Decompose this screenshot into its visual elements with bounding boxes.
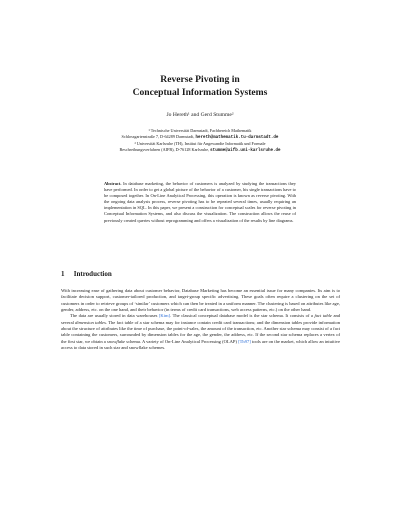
paper-title <box>0 74 400 99</box>
affiliation-1-address: Schlossgartenstraße 7, D-64289 Darmstadt, <box>121 134 196 139</box>
author-list: Jo Hereth¹ and Gerd Stumme² <box>166 112 234 118</box>
citation-kim[interactable]: [Kim] <box>158 313 171 319</box>
para2-text-a: The data are usually stored in data warehouses <box>70 313 159 319</box>
affiliation-1-email[interactable]: hereth@mathematik.tu-darmstadt.de <box>195 136 279 140</box>
para2-text-f: . The fact table of a star schema may for instance contain credit card transactions; and the dimension tables provide information about the structure of attributes like the time of purchase, the point-of-sales, the amount of the transaction, etc. Another star schema may consist of a fact table containing the customers, surrounded by dimension tables for the age, the gender, the address, etc. If the second star schema replaces a vertex of the first star, we obtain a <box>61 319 341 344</box>
term-dimension-tables: dimension tables <box>75 319 106 325</box>
term-fact-table: fact table <box>314 313 332 319</box>
section-number: 1 <box>61 270 65 278</box>
title-line-2: Conceptual Information Systems <box>132 86 268 98</box>
affiliation-2-line-1: ² Universität Karlsruhe (TH), Institut für Angewandte Informatik und Formale <box>134 141 266 146</box>
para2-text-h: schema. A variety of On-Line Analytical Processing (OLAP) <box>125 338 239 344</box>
affiliation-2-email[interactable]: stumme@aifb.uni-karlsruhe.de <box>210 149 281 153</box>
paragraph-2 <box>61 313 340 351</box>
section-heading <box>61 270 341 279</box>
para2-text-b: . The classical conceptual database model is the star schema. It consists of a <box>170 313 315 319</box>
section-body <box>61 288 340 351</box>
abstract <box>104 181 296 224</box>
affiliation-1-line-2 <box>50 134 350 141</box>
affiliations <box>50 128 350 154</box>
affiliation-2-line-2 <box>50 147 350 154</box>
para2-text-d: and several <box>61 313 341 325</box>
paragraph-1: With increasing ease of gathering data about customer behavior, Database Marketing has become an essential issue for many companies. Its aim is to facilitate decision support, customer-tailored production, and target-group specific advertising. These goals often require a clustering on the set of customers in order to retrieve groups of ‘similar’ customers which can then be treated in a uniform manner. The clustering is based on attributes like age, gender, address, etc. on the one hand, and their behavior (in terms of credit card transactions, web access patterns, etc.) on the other hand. <box>61 288 340 313</box>
affiliation-2-address: Beschreibungsverfahren (AIFB), D-76128 Karlsruhe, <box>119 147 211 152</box>
citation-th97[interactable]: [Th97] <box>238 338 251 344</box>
title-line-1: Reverse Pivoting in <box>160 74 240 85</box>
abstract-label: Abstract. <box>104 181 122 186</box>
abstract-text: In database marketing, the behavior of customers is analyzed by studying the transactions they have performed. In order to get a global picture of the behavior of a customer, his single transactions have to be composed together. In On-Line Analytical Processing, this operation is known as reverse pivoting. With the ongoing data analysis process, reverse pivoting has to be repeated several times, usually requiring an implementation in SQL. In this paper, we present a construction for conceptual scales for reverse pivoting in Conceptual Information Systems, and also discuss the visualization. The construction allows the reuse of previously created queries without reprogramming and offers a visualization of the results by line diagrams. <box>104 181 296 223</box>
term-snowflake: snowflake <box>106 338 126 344</box>
para2-text-i: tools are on the market, which allow an intuitive access to data stored in such star and snowflake schemes. <box>61 338 341 351</box>
section-title: Introduction <box>73 270 112 278</box>
affiliation-1-line-1: ¹ Technische Universität Darmstadt, Fachbereich Mathematik <box>148 128 252 133</box>
